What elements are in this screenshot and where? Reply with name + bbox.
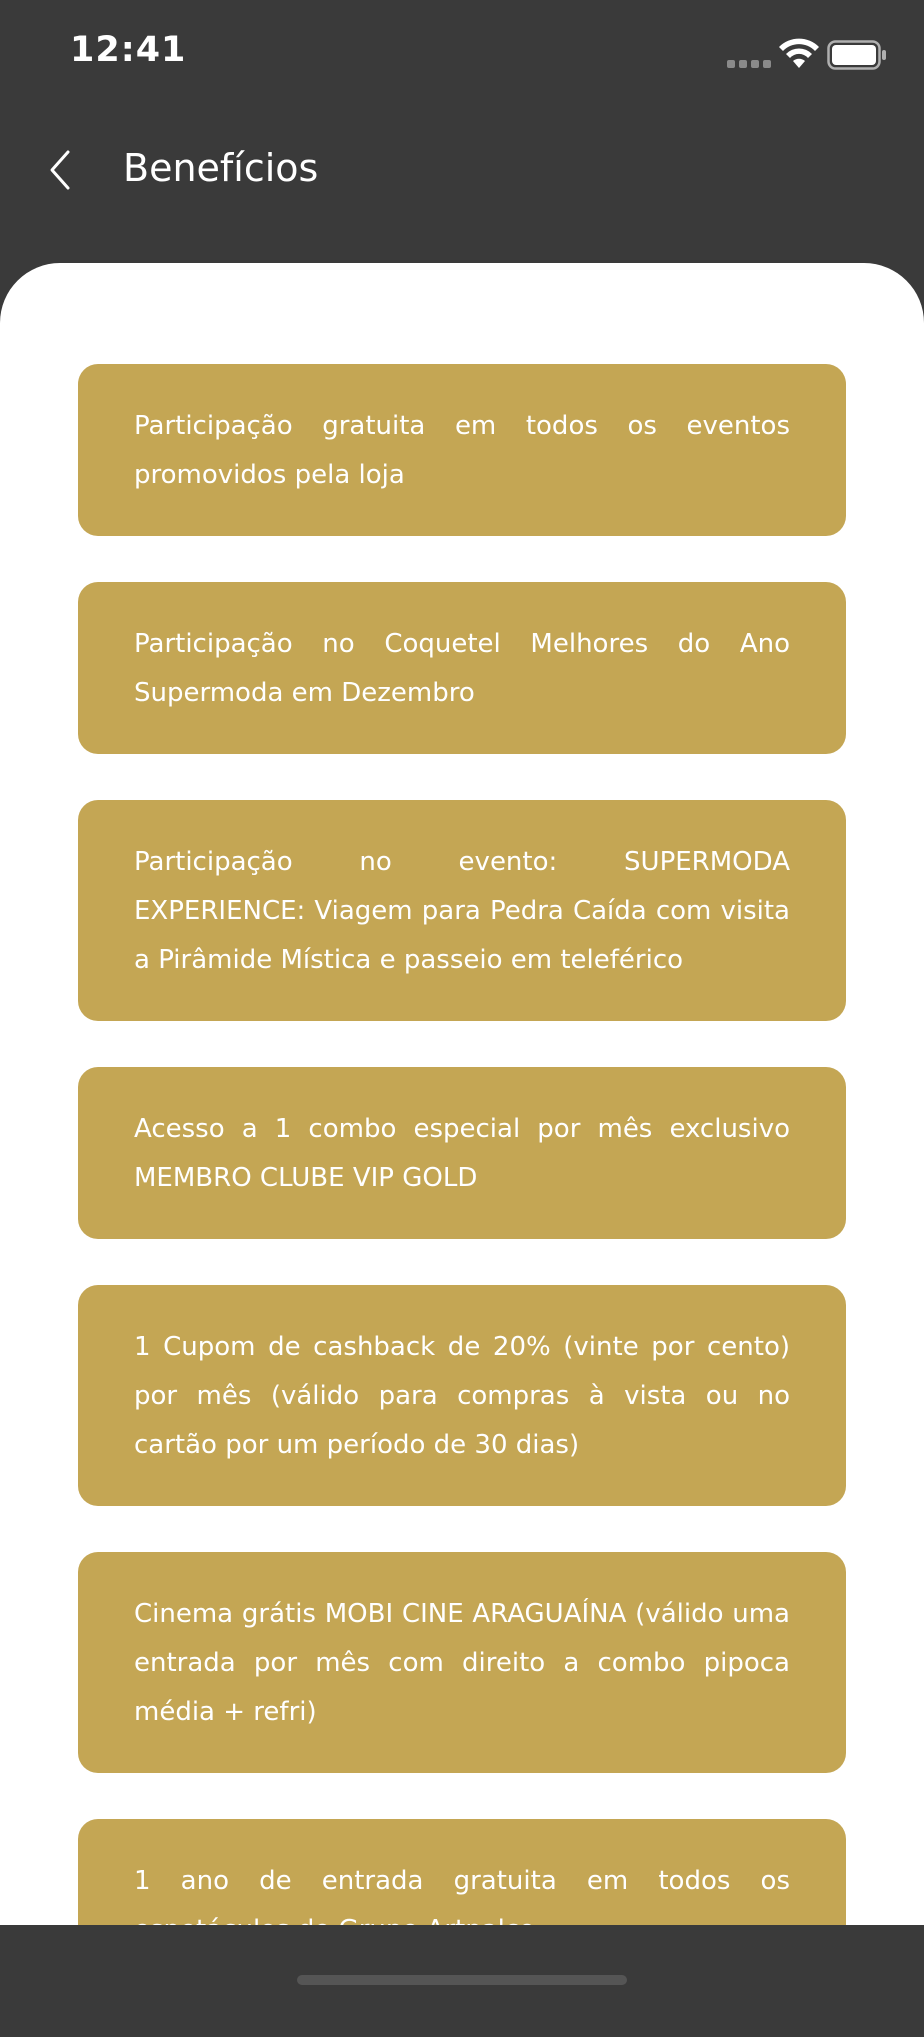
benefit-text: Participação no Coquetel Melhores do Ano Supermoda em Dezembro xyxy=(134,629,790,708)
benefit-text: Participação gratuita em todos os eventos promovidos pela loja xyxy=(134,411,790,490)
battery-icon xyxy=(827,40,887,70)
home-indicator[interactable] xyxy=(297,1975,627,1985)
benefit-card[interactable] xyxy=(78,800,846,1021)
benefit-text: 1 ano de entrada gratuita em todos os xyxy=(134,1866,790,1896)
status-time: 12:41 xyxy=(70,30,187,70)
page-title: Benefícios xyxy=(123,146,319,190)
benefit-card[interactable] xyxy=(78,364,846,536)
benefits-content[interactable] xyxy=(0,263,924,1925)
benefit-text: Acesso a 1 combo especial por mês exclusivo MEMBRO CLUBE VIP GOLD xyxy=(134,1114,790,1193)
benefit-card[interactable] xyxy=(78,582,846,754)
back-button[interactable] xyxy=(40,140,80,200)
bottom-bar xyxy=(0,1925,924,2000)
benefit-card[interactable] xyxy=(78,1285,846,1506)
benefits-list xyxy=(78,364,846,2037)
benefit-text: Cinema grátis MOBI CINE ARAGUAÍNA (válido uma entrada por mês com direito a combo pipoca média + refri) xyxy=(134,1599,790,1727)
benefit-text: 1 Cupom de cashback de 20% (vinte por cento) por mês (válido para compras à vista ou no cartão por um período de 30 dias) xyxy=(134,1332,790,1460)
cellular-signal-icon xyxy=(727,60,771,68)
status-bar xyxy=(0,0,924,110)
navigation-bar xyxy=(0,110,924,260)
benefit-card[interactable] xyxy=(78,1067,846,1239)
chevron-left-icon xyxy=(40,140,80,200)
benefit-card[interactable] xyxy=(78,1552,846,1773)
wifi-icon xyxy=(778,38,820,70)
benefit-text: Participação no evento: SUPERMODA EXPERIENCE: Viagem para Pedra Caída com visita a Pirâmide Mística e passeio em teleférico xyxy=(134,847,790,975)
